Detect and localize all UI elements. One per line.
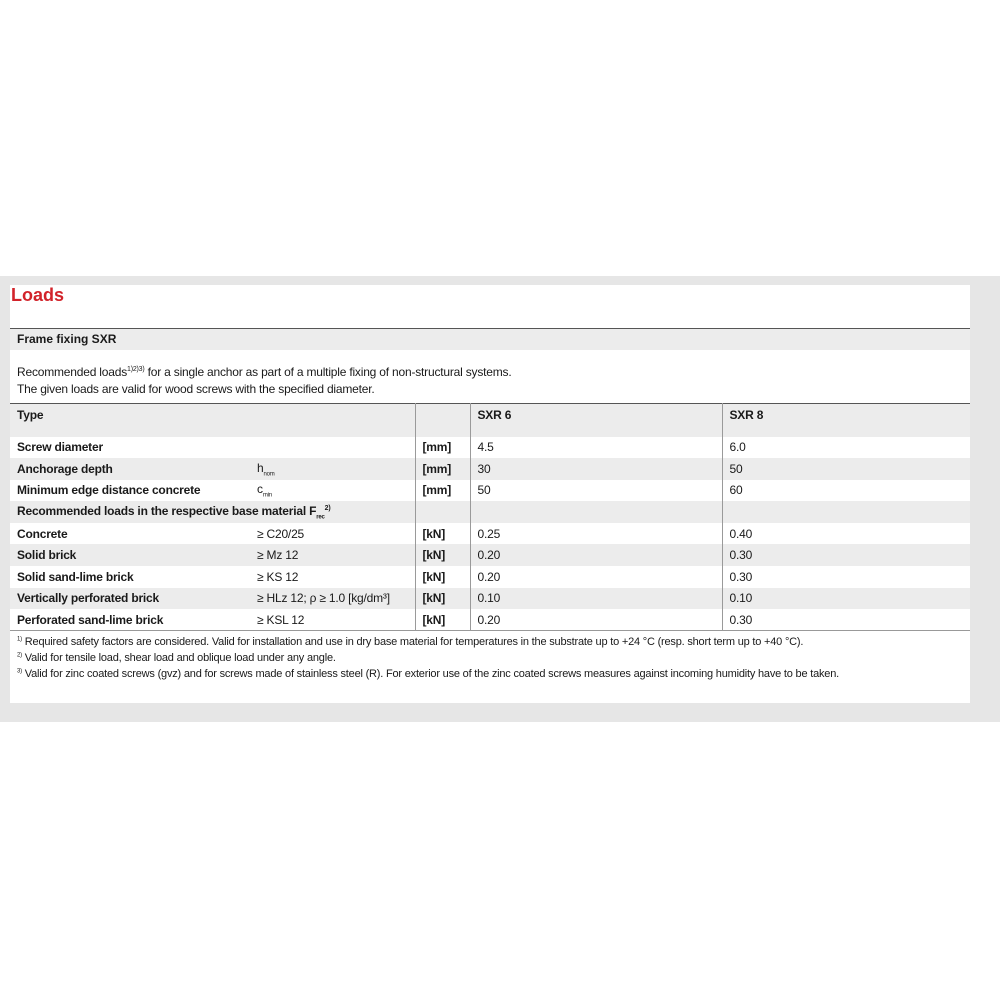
row-unit: [kN] — [415, 609, 470, 631]
header-sxr6: SXR 6 — [470, 404, 722, 437]
table-row — [10, 588, 970, 610]
symbol-sub: nom — [263, 471, 275, 478]
row-label: Solid sand-lime brick — [17, 569, 134, 584]
row-label: Vertically perforated brick — [10, 588, 250, 610]
row-symbol — [250, 437, 415, 459]
row-symbol: ≥ C20/25 — [257, 526, 305, 541]
row-symbol — [250, 480, 415, 502]
row-symbol: ≥ KSL 12 — [257, 612, 305, 627]
row-sxr6: 0.25 — [470, 523, 722, 545]
row-label: Concrete — [17, 526, 68, 541]
section-label: Recommended loads in the respective base material $F_{rec}^{2)}$ — [10, 501, 415, 523]
table-section-row — [10, 501, 970, 523]
row-unit: [kN] — [415, 566, 470, 588]
table-row — [10, 480, 970, 502]
row-sxr6: 50 — [470, 480, 722, 502]
intro-text: Recommended loads — [17, 365, 127, 379]
table-row — [10, 458, 970, 480]
footnote-text: Valid for tensile load, shear load and oblique load under any angle. — [21, 652, 336, 664]
header-sxr8: SXR 8 — [722, 404, 970, 437]
footnote-2 — [17, 652, 336, 664]
row-sxr6: 30 — [470, 458, 722, 480]
row-sxr6: 4.5 — [470, 437, 722, 459]
section-title: Frame fixing SXR — [10, 328, 970, 350]
symbol-main: c — [257, 482, 263, 497]
row-sxr8: 0.40 — [722, 523, 970, 545]
row-unit: [kN] — [415, 523, 470, 545]
row-label: Perforated sand-lime brick — [17, 612, 164, 627]
footnote-text: Required safety factors are considered. Valid for installation and use in dry base material for temperatures in the substrate up to +24 °C (resp. short term up to +40 °C). — [21, 636, 804, 648]
table-row — [10, 609, 970, 631]
row-sxr6: 0.10 — [470, 588, 722, 610]
row-unit: [kN] — [415, 544, 470, 566]
table-header-row — [10, 404, 970, 437]
row-symbol: ≥ KS 12 — [257, 569, 299, 584]
table-row — [10, 566, 970, 588]
row-symbol: ≥ HLz 12; ρ ≥ 1.0 [kg/dm³] — [250, 588, 415, 610]
header-type: Type — [10, 404, 415, 437]
footnote-mark: 2) — [17, 652, 22, 659]
row-sxr8: 60 — [722, 480, 970, 502]
footnote-text: Valid for zinc coated screws (gvz) and for screws made of stainless steel (R). For exterior use of the zinc coated screws measures against incoming humidity have to be taken. — [21, 668, 839, 680]
row-sxr8: 0.30 — [722, 609, 970, 631]
row-unit: [mm] — [415, 437, 470, 459]
table-row — [10, 437, 970, 459]
row-unit: [mm] — [415, 458, 470, 480]
row-unit: [kN] — [415, 588, 470, 610]
intro-line-2: The given loads are valid for wood screws with the specified diameter. — [17, 382, 375, 396]
row-sxr6: 0.20 — [470, 609, 722, 631]
row-sxr8: 50 — [722, 458, 970, 480]
header-unit — [415, 404, 470, 437]
footnote-3 — [17, 668, 839, 680]
row-label: Screw diameter — [17, 440, 103, 455]
row-sxr6: 0.20 — [470, 566, 722, 588]
row-sxr8: 0.30 — [722, 544, 970, 566]
row-unit: [mm] — [415, 480, 470, 502]
intro-text: for a single anchor as part of a multiple fixing of non-structural systems. — [144, 365, 512, 379]
row-label: Solid brick — [10, 544, 250, 566]
table-row — [10, 544, 970, 566]
row-symbol — [250, 458, 415, 480]
loads-card — [10, 285, 970, 703]
row-label: Minimum edge distance concrete — [17, 483, 201, 498]
page-title: Loads — [11, 285, 65, 305]
symbol-sub: min — [262, 492, 272, 499]
symbol-main: h — [257, 460, 264, 475]
intro-line-1 — [17, 365, 511, 379]
row-sxr8: 0.30 — [722, 566, 970, 588]
row-sxr6: 0.20 — [470, 544, 722, 566]
row-sxr8: 0.10 — [722, 588, 970, 610]
row-label: Anchorage depth — [10, 458, 250, 480]
footnote-1 — [17, 636, 803, 648]
row-sxr8: 6.0 — [722, 437, 970, 459]
footnote-mark: 1) — [17, 636, 22, 643]
table-row — [10, 523, 970, 545]
row-symbol: ≥ Mz 12 — [250, 544, 415, 566]
footnote-mark: 3) — [17, 668, 22, 675]
footnote-ref: 1)2)3) — [127, 366, 145, 373]
loads-table — [10, 403, 970, 631]
